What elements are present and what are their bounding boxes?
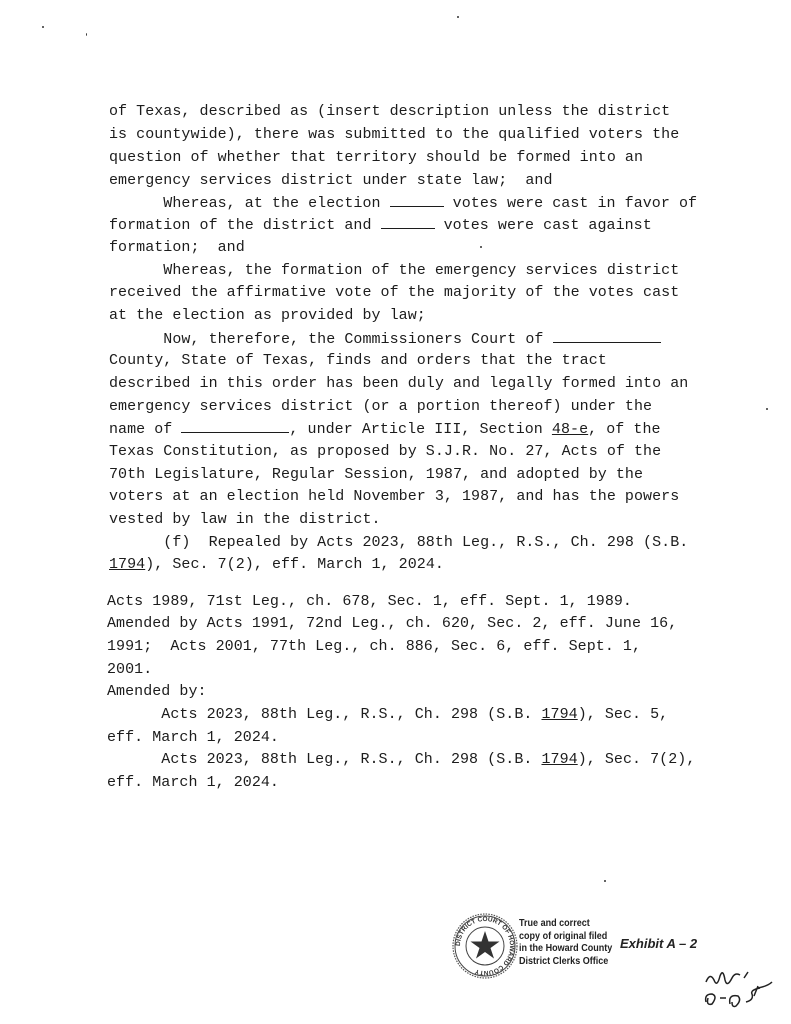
- blank-district-name: [181, 418, 289, 433]
- history-line: eff. March 1, 2024.: [107, 774, 279, 791]
- body-text: , under Article III, Section: [289, 421, 552, 438]
- history-text: Acts 2023, 88th Leg., R.S., Ch. 298 (S.B.: [107, 706, 542, 723]
- body-line-votes-favor: [109, 192, 697, 216]
- body-line: emergency services district under state law; and: [109, 172, 553, 189]
- body-text: votes were cast in favor of: [443, 195, 698, 212]
- blank-county-name: [553, 328, 661, 343]
- body-line: question of whether that territory should be formed into an: [109, 149, 644, 166]
- section-link[interactable]: 48-e: [551, 421, 589, 438]
- blank-votes-for: [390, 192, 444, 207]
- body-line: formation; and: [109, 239, 245, 256]
- body-line-commissioners: [109, 328, 661, 352]
- history-line-amend-2: [107, 749, 695, 772]
- scan-speck: [86, 33, 87, 36]
- history-line: Acts 1989, 71st Leg., ch. 678, Sec. 1, eff. Sept. 1, 1989.: [107, 593, 632, 610]
- history-line: Amended by:: [107, 683, 207, 700]
- body-line: described in this order has been duly and legally formed into an: [109, 375, 689, 392]
- body-text: Whereas, at the election: [109, 195, 390, 212]
- body-text: , of the: [588, 421, 661, 438]
- certification-text: True and correct copy of original filed in the Howard County District Clerks Office: [519, 917, 613, 967]
- star-icon: [471, 931, 500, 959]
- history-line: eff. March 1, 2024.: [107, 729, 279, 746]
- body-line: of Texas, described as (insert description unless the district: [109, 103, 671, 120]
- history-line-amend-1: [107, 704, 668, 727]
- body-line: 70th Legislature, Regular Session, 1987, and adopted by the: [109, 466, 644, 483]
- body-line: received the affirmative vote of the majority of the votes cast: [109, 284, 680, 301]
- scan-speck: [42, 26, 44, 28]
- body-text: name of: [109, 421, 182, 438]
- history-text: ), Sec. 7(2),: [577, 751, 696, 768]
- body-line: (f) Repealed by Acts 2023, 88th Leg., R.S., Ch. 298 (S.B.: [109, 534, 689, 551]
- blank-votes-against: [381, 214, 435, 229]
- seal-ring-text: DISTRICT COURT OF HOWARD COUNTY: [454, 915, 516, 977]
- history-text: ), Sec. 5,: [577, 706, 669, 723]
- body-text: Now, therefore, the Commissioners Court of: [109, 331, 553, 348]
- body-line-votes-against: [109, 214, 652, 238]
- court-seal: [451, 912, 519, 980]
- body-line: emergency services district (or a portion thereof) under the: [109, 398, 653, 415]
- scan-speck: [766, 408, 768, 410]
- history-line: 1991; Acts 2001, 77th Leg., ch. 886, Sec. 6, eff. Sept. 1,: [107, 638, 642, 655]
- body-text: votes were cast against: [434, 217, 652, 234]
- scan-speck: [457, 16, 459, 18]
- bill-link[interactable]: 1794: [541, 751, 578, 768]
- body-line: at the election as provided by law;: [109, 307, 426, 324]
- scan-speck: [480, 246, 482, 248]
- bill-link[interactable]: 1794: [109, 556, 146, 573]
- body-line: County, State of Texas, finds and orders that the tract: [109, 352, 607, 369]
- body-text: formation of the district and: [109, 217, 381, 234]
- body-line: Whereas, the formation of the emergency services district: [109, 262, 680, 279]
- history-line: Amended by Acts 1991, 72nd Leg., ch. 620, Sec. 2, eff. June 16,: [107, 615, 678, 632]
- bill-link[interactable]: 1794: [541, 706, 578, 723]
- exhibit-label: Exhibit A – 2: [620, 936, 698, 951]
- body-line: Texas Constitution, as proposed by S.J.R. No. 27, Acts of the: [109, 443, 662, 460]
- body-line-district-name: [109, 418, 661, 442]
- history-line: 2001.: [107, 661, 153, 678]
- body-line: vested by law in the district.: [109, 511, 381, 528]
- body-line: is countywide), there was submitted to the qualified voters the: [109, 126, 680, 143]
- body-text: ), Sec. 7(2), eff. March 1, 2024.: [145, 556, 444, 573]
- handwritten-signature: [700, 960, 780, 1010]
- body-line: voters at an election held November 3, 1987, and has the powers: [109, 488, 680, 505]
- scan-speck: [604, 880, 606, 882]
- body-line-repealed: [109, 554, 444, 577]
- history-text: Acts 2023, 88th Leg., R.S., Ch. 298 (S.B.: [107, 751, 542, 768]
